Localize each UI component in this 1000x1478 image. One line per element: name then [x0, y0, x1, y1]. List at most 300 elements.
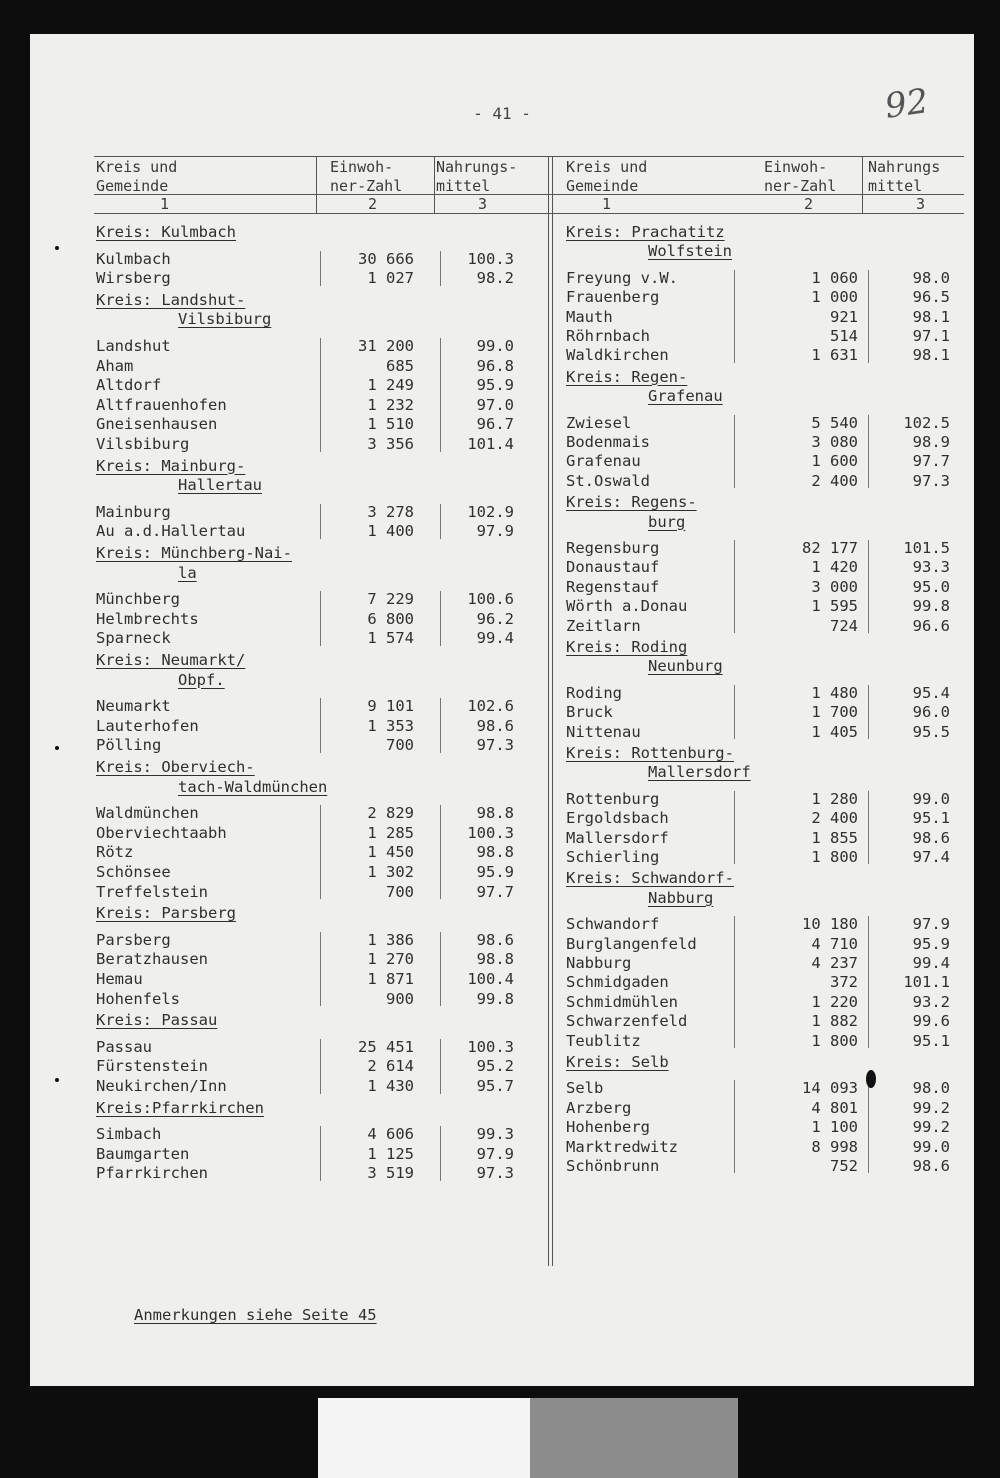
gemeinde-name: Rottenburg	[566, 789, 660, 808]
nahrungsmittel-index: 97.3	[912, 471, 950, 490]
nahrungsmittel-index: 99.0	[912, 1137, 950, 1156]
einwohner-zahl: 685	[386, 356, 414, 375]
column-rule	[868, 1080, 869, 1173]
nahrungsmittel-index: 96.0	[912, 703, 950, 722]
gemeinde-name: Wörth a.Donau	[566, 597, 688, 616]
header-num-1-right: 1	[602, 195, 612, 213]
einwohner-zahl: 1 855	[811, 828, 858, 847]
einwohner-zahl: 25 451	[358, 1037, 414, 1056]
nahrungsmittel-index: 96.7	[476, 415, 514, 434]
table-row	[566, 1031, 950, 1051]
table-row	[566, 538, 950, 558]
gemeinde-name: Teublitz	[566, 1031, 641, 1050]
gemeinde-name: Schwarzenfeld	[566, 1012, 688, 1031]
gemeinde-name: Sparneck	[96, 629, 171, 648]
header-divider	[862, 156, 863, 213]
einwohner-zahl: 1 631	[811, 346, 858, 365]
gemeinde-name: Arzberg	[566, 1098, 632, 1117]
gemeinde-name: Grafenau	[566, 452, 641, 471]
nahrungsmittel-index: 99.4	[912, 954, 950, 972]
einwohner-zahl: 1 405	[811, 722, 858, 741]
column-rule	[868, 540, 869, 633]
table-row	[566, 268, 950, 288]
einwohner-zahl: 6 800	[367, 609, 414, 628]
gemeinde-name: Bodenmais	[566, 433, 650, 451]
table-row	[96, 803, 514, 823]
table-row	[96, 862, 514, 882]
gemeinde-name: Hohenberg	[566, 1118, 650, 1137]
header-col2: Einwoh- ner-Zahl	[330, 158, 403, 195]
gemeinde-name: Hohenfels	[96, 989, 180, 1008]
gemeinde-name: Vilsbiburg	[96, 435, 190, 453]
nahrungsmittel-index: 95.2	[476, 1057, 514, 1076]
table-row	[96, 356, 514, 376]
einwohner-zahl: 1 882	[811, 1012, 858, 1031]
kreis-heading: Kreis: Regens-	[566, 493, 697, 512]
nahrungsmittel-index: 98.6	[912, 828, 950, 847]
kreis-heading: Kreis: Selb	[566, 1053, 669, 1071]
einwohner-zahl: 1 100	[811, 1118, 858, 1137]
column-rule	[734, 791, 735, 865]
table-row	[566, 432, 950, 452]
gemeinde-name: Schönbrunn	[566, 1157, 660, 1175]
einwohner-zahl: 2 614	[367, 1057, 414, 1076]
kreis-heading: Neunburg	[648, 657, 723, 676]
einwohner-zahl: 4 606	[367, 1125, 414, 1144]
gemeinde-name: Zwiesel	[566, 413, 632, 432]
einwohner-zahl: 700	[386, 736, 414, 755]
nahrungsmittel-index: 99.0	[476, 337, 514, 355]
nahrungsmittel-index: 95.5	[912, 722, 950, 741]
einwohner-zahl: 3 356	[367, 435, 414, 453]
table-row	[96, 249, 514, 269]
gemeinde-name: Rötz	[96, 843, 134, 862]
gemeinde-name: Selb	[566, 1079, 604, 1098]
scan-strip-gray	[530, 1398, 738, 1478]
nahrungsmittel-index: 96.8	[476, 356, 514, 375]
einwohner-zahl: 1 353	[367, 716, 414, 735]
nahrungsmittel-index: 98.1	[912, 346, 950, 365]
nahrungsmittel-index: 98.6	[476, 930, 514, 949]
gemeinde-name: Nabburg	[566, 954, 632, 972]
kreis-heading: Grafenau	[648, 387, 723, 406]
einwohner-zahl: 1 027	[367, 269, 414, 288]
einwohner-zahl: 514	[830, 327, 858, 345]
einwohner-zahl: 1 450	[367, 843, 414, 862]
einwohner-zahl: 372	[830, 973, 858, 992]
table-row	[566, 326, 950, 346]
column-rule	[440, 338, 441, 452]
einwohner-zahl: 700	[386, 882, 414, 901]
gemeinde-name: Münchberg	[96, 590, 180, 609]
column-rule	[320, 1126, 321, 1181]
gemeinde-name: Regensburg	[566, 539, 660, 557]
document-page	[30, 34, 974, 1386]
table-row	[96, 268, 514, 288]
column-rule	[734, 1080, 735, 1173]
table-row	[566, 722, 950, 742]
nahrungsmittel-index: 97.3	[476, 1164, 514, 1183]
nahrungsmittel-index: 97.9	[476, 1144, 514, 1163]
nahrungsmittel-index: 98.6	[912, 1157, 950, 1175]
nahrungsmittel-index: 98.8	[476, 804, 514, 823]
nahrungsmittel-index: 96.2	[476, 609, 514, 628]
kreis-heading: burg	[648, 512, 686, 531]
table-row	[96, 1163, 514, 1183]
table-row	[96, 823, 514, 843]
einwohner-zahl: 2 829	[367, 804, 414, 823]
kreis-heading: tach-Waldmünchen	[178, 777, 328, 796]
table-row	[566, 847, 950, 867]
kreis-heading: la	[178, 563, 197, 582]
gemeinde-name: Schönsee	[96, 863, 171, 881]
table-row	[96, 375, 514, 395]
table-row	[566, 992, 950, 1012]
punch-mark	[55, 746, 59, 750]
gemeinde-name: Zeitlarn	[566, 616, 641, 635]
center-divider	[552, 156, 553, 1266]
nahrungsmittel-index: 97.9	[476, 522, 514, 541]
nahrungsmittel-index: 97.7	[476, 882, 514, 901]
table-row	[96, 842, 514, 862]
einwohner-zahl: 5 540	[811, 413, 858, 432]
gemeinde-name: Au a.d.Hallertau	[96, 522, 246, 541]
gemeinde-name: Frauenberg	[566, 288, 660, 307]
einwohner-zahl: 1 125	[367, 1144, 414, 1163]
einwohner-zahl: 1 220	[811, 992, 858, 1011]
einwohner-zahl: 1 480	[811, 683, 858, 702]
table-row	[96, 589, 514, 609]
table-row	[566, 413, 950, 433]
nahrungsmittel-index: 102.5	[903, 413, 950, 432]
table-row	[96, 434, 514, 454]
table-row	[566, 557, 950, 577]
gemeinde-name: Marktredwitz	[566, 1137, 678, 1156]
table-row	[566, 1098, 950, 1118]
gemeinde-name: Pölling	[96, 736, 162, 755]
gemeinde-name: Altfrauenhofen	[96, 395, 227, 414]
table-row	[566, 972, 950, 992]
einwohner-zahl: 1 280	[811, 789, 858, 808]
header-col1-right: Kreis und Gemeinde	[566, 158, 648, 195]
nahrungsmittel-index: 100.4	[467, 970, 514, 988]
column-rule	[440, 251, 441, 286]
gemeinde-name: Mauth	[566, 307, 613, 326]
gemeinde-name: Wirsberg	[96, 269, 171, 288]
einwohner-zahl: 1 060	[811, 268, 858, 287]
gemeinde-name: Lauterhofen	[96, 716, 199, 735]
column-rule	[734, 916, 735, 1048]
header-num-3-right: 3	[916, 195, 926, 213]
kreis-heading: Nabburg	[648, 888, 714, 907]
gemeinde-name: Altdorf	[96, 376, 162, 395]
gemeinde-name: Passau	[96, 1037, 152, 1056]
punch-mark	[55, 1078, 59, 1082]
kreis-heading: Obpf.	[178, 670, 225, 689]
table-row	[566, 1117, 950, 1137]
table-row	[566, 1011, 950, 1031]
einwohner-zahl: 1 574	[367, 629, 414, 648]
gemeinde-name: Röhrnbach	[566, 327, 650, 345]
column-rule	[320, 251, 321, 286]
table-row	[96, 628, 514, 648]
gemeinde-name: Schwandorf	[566, 915, 660, 934]
kreis-heading: Kreis: Schwandorf-	[566, 869, 734, 888]
nahrungsmittel-index: 96.6	[912, 616, 950, 635]
column-rule	[868, 415, 869, 489]
einwohner-zahl: 31 200	[358, 337, 414, 355]
gemeinde-name: Bruck	[566, 703, 613, 722]
kreis-heading: Kreis: Regen-	[566, 367, 688, 386]
einwohner-zahl: 1 000	[811, 288, 858, 307]
einwohner-zahl: 1 270	[367, 950, 414, 969]
gemeinde-name: Gneisenhausen	[96, 415, 218, 434]
einwohner-zahl: 1 302	[367, 863, 414, 881]
einwohner-zahl: 1 800	[811, 1031, 858, 1050]
column-rule	[320, 338, 321, 452]
column-rule	[320, 591, 321, 646]
nahrungsmittel-index: 101.5	[903, 539, 950, 557]
nahrungsmittel-index: 99.4	[476, 629, 514, 648]
nahrungsmittel-index: 100.3	[467, 823, 514, 842]
kreis-heading: Kreis: Landshut-	[96, 290, 246, 309]
kreis-heading: Vilsbiburg	[178, 310, 272, 329]
nahrungsmittel-index: 97.3	[476, 736, 514, 755]
einwohner-zahl: 3 519	[367, 1164, 414, 1183]
table-row	[566, 471, 950, 491]
nahrungsmittel-index: 95.1	[912, 1031, 950, 1050]
gemeinde-name: Parsberg	[96, 930, 171, 949]
nahrungsmittel-index: 97.7	[912, 452, 950, 471]
column-rule	[868, 916, 869, 1048]
kreis-heading: Mallersdorf	[648, 763, 751, 782]
table-row	[566, 577, 950, 597]
gemeinde-name: Aham	[96, 356, 134, 375]
table-row	[96, 949, 514, 969]
nahrungsmittel-index: 95.7	[476, 1077, 514, 1095]
column-rule	[320, 1039, 321, 1094]
nahrungsmittel-index: 99.2	[912, 1098, 950, 1117]
table-row	[96, 336, 514, 356]
column-rule	[440, 591, 441, 646]
nahrungsmittel-index: 95.4	[912, 683, 950, 702]
header-col1: Kreis und Gemeinde	[96, 158, 178, 195]
gemeinde-name: Baumgarten	[96, 1144, 190, 1163]
header-col3: Nahrungs- mittel	[436, 158, 518, 195]
header-divider	[434, 156, 435, 213]
einwohner-zahl: 4 710	[811, 934, 858, 953]
kreis-heading: Kreis: Prachatitz	[566, 223, 725, 241]
einwohner-zahl: 1 232	[367, 395, 414, 414]
table-row	[566, 287, 950, 307]
table-row	[96, 969, 514, 989]
einwohner-zahl: 7 229	[367, 590, 414, 609]
gemeinde-name: Nittenau	[566, 722, 641, 741]
gemeinde-name: Waldmünchen	[96, 804, 199, 823]
table-row	[96, 989, 514, 1009]
einwohner-zahl: 724	[830, 616, 858, 635]
gemeinde-name: Neumarkt	[96, 697, 171, 716]
nahrungsmittel-index: 98.0	[912, 268, 950, 287]
column-rule	[868, 685, 869, 739]
einwohner-zahl: 30 666	[358, 249, 414, 268]
nahrungsmittel-index: 98.8	[476, 843, 514, 862]
nahrungsmittel-index: 98.2	[476, 269, 514, 288]
kreis-heading: Kreis: Mainburg-	[96, 456, 246, 475]
einwohner-zahl: 921	[830, 307, 858, 326]
nahrungsmittel-index: 98.1	[912, 307, 950, 326]
scan-strip-white	[318, 1398, 530, 1478]
kreis-heading: Wolfstein	[648, 242, 732, 261]
column-rule	[440, 805, 441, 899]
kreis-heading: Hallertau	[178, 476, 262, 495]
nahrungsmittel-index: 101.1	[903, 973, 950, 992]
table-row	[96, 696, 514, 716]
table-row	[566, 307, 950, 327]
header-num-3: 3	[478, 195, 488, 213]
einwohner-zahl: 4 801	[811, 1098, 858, 1117]
einwohner-zahl: 1 430	[367, 1077, 414, 1095]
table-row	[96, 1124, 514, 1144]
kreis-heading: Kreis: Roding	[566, 638, 688, 656]
table-row	[566, 808, 950, 828]
einwohner-zahl: 3 080	[811, 433, 858, 451]
nahrungsmittel-index: 99.0	[912, 789, 950, 808]
table-row	[96, 930, 514, 950]
einwohner-zahl: 9 101	[367, 697, 414, 716]
nahrungsmittel-index: 99.3	[476, 1125, 514, 1144]
table-row	[96, 882, 514, 902]
nahrungsmittel-index: 98.6	[476, 716, 514, 735]
nahrungsmittel-index: 95.0	[912, 577, 950, 596]
einwohner-zahl: 1 420	[811, 558, 858, 577]
gemeinde-name: Pfarrkirchen	[96, 1164, 208, 1183]
table-row	[566, 451, 950, 471]
gemeinde-name: Fürstenstein	[96, 1057, 208, 1076]
column-rule	[440, 1039, 441, 1094]
gemeinde-name: Landshut	[96, 337, 171, 355]
nahrungsmittel-index: 100.3	[467, 1037, 514, 1056]
einwohner-zahl: 1 595	[811, 597, 858, 616]
nahrungsmittel-index: 101.4	[467, 435, 514, 453]
table-row	[566, 616, 950, 636]
einwohner-zahl: 82 177	[802, 539, 858, 557]
gemeinde-name: Roding	[566, 683, 622, 702]
einwohner-zahl: 900	[386, 989, 414, 1008]
nahrungsmittel-index: 95.9	[476, 376, 514, 395]
einwohner-zahl: 3 000	[811, 577, 858, 596]
table-row	[566, 1078, 950, 1098]
kreis-heading: Kreis: Oberviech-	[96, 758, 255, 776]
nahrungsmittel-index: 95.1	[912, 809, 950, 828]
handwritten-folio: 92	[882, 81, 931, 127]
gemeinde-name: Freyung v.W.	[566, 268, 678, 287]
einwohner-zahl: 1 700	[811, 703, 858, 722]
table-row	[96, 502, 514, 522]
nahrungsmittel-index: 98.8	[476, 950, 514, 969]
einwohner-zahl: 1 285	[367, 823, 414, 842]
einwohner-zahl: 1 800	[811, 848, 858, 866]
table-row	[96, 521, 514, 541]
table-row	[96, 1076, 514, 1096]
column-rule	[320, 805, 321, 899]
nahrungsmittel-index: 100.6	[467, 590, 514, 609]
column-rule	[440, 698, 441, 753]
header-bottom-rule	[94, 213, 964, 214]
einwohner-zahl: 2 400	[811, 471, 858, 490]
gemeinde-name: Mallersdorf	[566, 828, 669, 847]
table-row	[96, 395, 514, 415]
header-divider	[316, 156, 317, 213]
table-row	[566, 345, 950, 365]
gemeinde-name: Waldkirchen	[566, 346, 669, 365]
gemeinde-name: Mainburg	[96, 502, 171, 521]
nahrungsmittel-index: 93.3	[912, 558, 950, 577]
nahrungsmittel-index: 100.3	[467, 249, 514, 268]
nahrungsmittel-index: 98.0	[912, 1079, 950, 1098]
header-col2-right: Einwoh- ner-Zahl	[764, 158, 837, 195]
column-rule	[734, 415, 735, 489]
gemeinde-name: Hemau	[96, 970, 143, 988]
nahrungsmittel-index: 97.9	[912, 915, 950, 934]
nahrungsmittel-index: 98.9	[912, 433, 950, 451]
header-num-2-right: 2	[804, 195, 814, 213]
table-row	[566, 914, 950, 934]
nahrungsmittel-index: 97.1	[912, 327, 950, 345]
header-col3-right: Nahrungs mittel	[868, 158, 941, 195]
punch-mark	[55, 246, 59, 250]
column-rule	[734, 270, 735, 363]
einwohner-zahl: 8 998	[811, 1137, 858, 1156]
nahrungsmittel-index: 96.5	[912, 288, 950, 307]
nahrungsmittel-index: 99.8	[476, 989, 514, 1008]
einwohner-zahl: 10 180	[802, 915, 858, 934]
nahrungsmittel-index: 95.9	[476, 863, 514, 881]
column-rule	[320, 698, 321, 753]
einwohner-zahl: 1 386	[367, 930, 414, 949]
column-rule	[440, 1126, 441, 1181]
gemeinde-name: Kulmbach	[96, 249, 171, 268]
kreis-heading: Kreis: Rottenburg-	[566, 744, 734, 762]
table-row	[566, 828, 950, 848]
gemeinde-name: Burglangenfeld	[566, 934, 697, 953]
gemeinde-name: Treffelstein	[96, 882, 208, 901]
table-row	[566, 683, 950, 703]
nahrungsmittel-index: 102.9	[467, 502, 514, 521]
gemeinde-name: Regenstauf	[566, 577, 660, 596]
gemeinde-name: Donaustauf	[566, 558, 660, 577]
einwohner-zahl: 2 400	[811, 809, 858, 828]
header-num-1: 1	[160, 195, 170, 213]
kreis-heading: Kreis: Kulmbach	[96, 223, 236, 241]
table-row	[96, 609, 514, 629]
column-rule	[734, 685, 735, 739]
gemeinde-name: Schmidgaden	[566, 973, 669, 992]
table-row	[566, 1137, 950, 1157]
table-row	[96, 1056, 514, 1076]
ink-blot	[866, 1070, 876, 1088]
table-row	[566, 789, 950, 809]
header-top-rule	[94, 156, 964, 157]
table-row	[96, 414, 514, 434]
table-row	[566, 596, 950, 616]
footnote: Anmerkungen siehe Seite 45	[134, 1306, 377, 1324]
table-row	[566, 702, 950, 722]
kreis-heading: Kreis: Münchberg-Nai-	[96, 544, 292, 562]
nahrungsmittel-index: 99.2	[912, 1118, 950, 1137]
einwohner-zahl: 4 237	[811, 954, 858, 972]
gemeinde-name: Schierling	[566, 848, 660, 866]
